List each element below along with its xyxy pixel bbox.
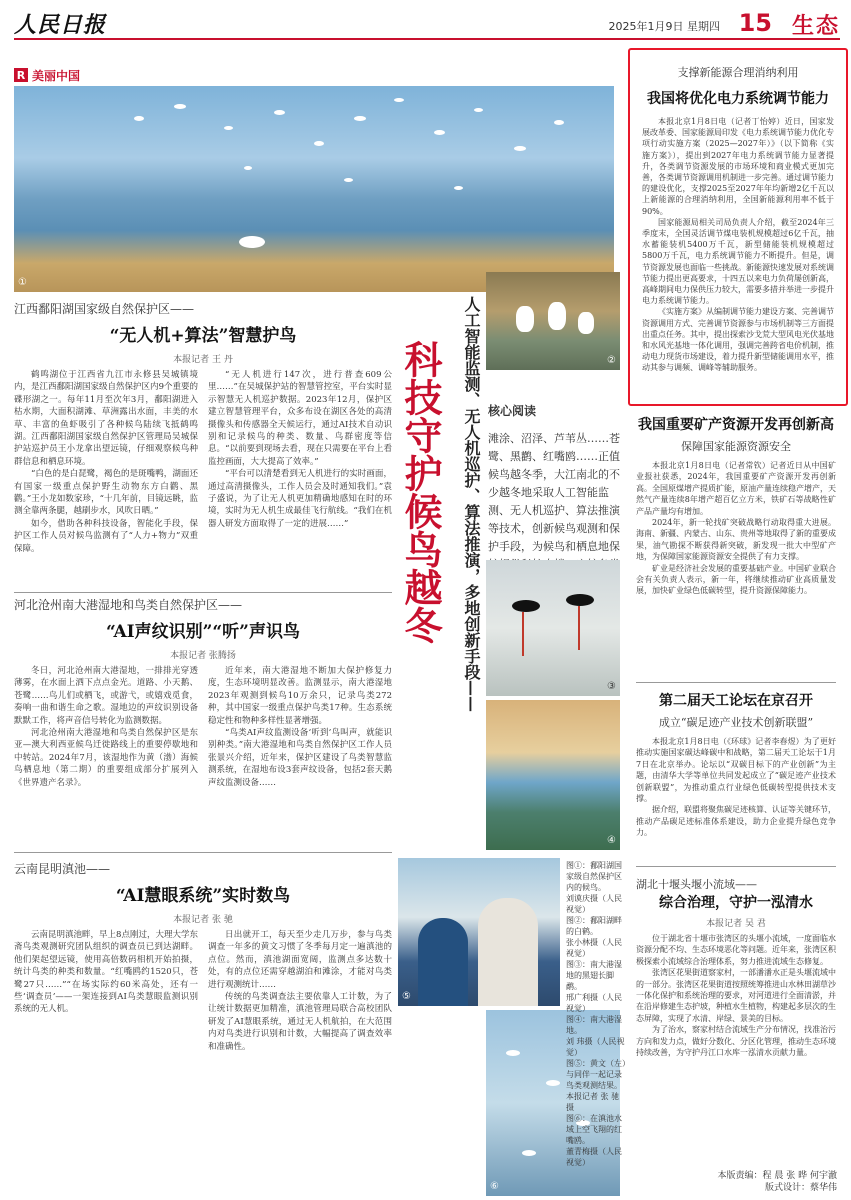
- article-toutang: [636, 872, 836, 1162]
- article-body: [14, 369, 392, 589]
- caption-line: 图⑥：在滇池水域上空飞翔的红嘴鸥。: [566, 1114, 622, 1145]
- article-title: “AI声纹识别”“听”声识鸟: [106, 622, 300, 642]
- article-byline: 本报记者 王 丹: [173, 355, 233, 365]
- photo-number: ③: [607, 681, 616, 692]
- photo-white-cranes: [486, 272, 620, 370]
- article-nandagang: [14, 596, 392, 846]
- article-paragraph: 为了治水，察家村结合流域生产分布情况，找准治污方向和发力点，做好分数化、分区化管理，推动生态环境持续改善，为守护丹江口水库一泓清水贡献力量。: [636, 1025, 836, 1058]
- article-paragraph: 如今，借助各种科技设备，智能化手段，保护区工作人员对候鸟监测有了“人力+物力”双重保障。: [14, 518, 198, 554]
- caption-line: 图③：南大港湿地的黑翅长脚鹬。: [566, 960, 622, 991]
- photo-number: ④: [607, 835, 616, 846]
- column-tag: [14, 66, 80, 84]
- masthead: [14, 6, 840, 40]
- article-title: “无人机+算法”智慧护鸟: [109, 326, 297, 346]
- editor-line: 本版责编：程 晨 张 晔 何宇澈: [717, 1171, 837, 1181]
- article-paragraph: 河北沧州南大港湿地和鸟类自然保护区是东亚—澳大利西亚候鸟迁徙路线上的重要停歇地和中转站。2024年7月，该湿地作为黄（渤）海候鸟栖息地（第二期）的重要组成部分扩展列入《世界遗产名录》。: [14, 728, 198, 788]
- article-paragraph: 冬日，河北沧州南大港湿地，一排排光穿透薄雾，在水面上洒下点点金光。道路、小天鹅、苍鹭……鸟儿们或栖飞，或游弋，或嬉戏觅食，奏响一曲和谐生命之歌。湿地边的声纹识别设备默默工作，将声音信号转化为监测数据。: [14, 666, 198, 726]
- article-paragraph: 张湾区花果街道察家村，一部潘潘水正是头堰流域中的一部分。张湾区花果街道按照统筹推进山水林田湖草沙一体化保护和系统治理的要求，对河道进行全面清淤，并在沿岸修建生态护坡，种植水生植物，构建起多层次的生态屏障，实现了水清、岸绿、景美的目标。: [636, 968, 836, 1023]
- article-kicker: 云南昆明滇池——: [14, 862, 111, 876]
- article-kicker: 保障国家能源资源安全: [681, 440, 791, 453]
- article-paragraph: 云南昆明滇池畔，早上8点刚过，大理大学东斋鸟类观测研究团队组织的调查员已到达湖畔。他们架起望远镜，使用高倍数码相机开始拍摄，统计鸟类的种类和数量。“红嘴鸥约1520只，苍鹭27只……”“在场实际约60米高处，还有一些‘调查员’——一架连接到AI鸟类慧眼监测识别系统的无人机。: [14, 930, 198, 1015]
- divider: [14, 592, 392, 593]
- article-mineral: [636, 414, 836, 674]
- divider: [636, 682, 836, 683]
- article-paragraph: “无人机进行147次，进行普查609公里……”在吴城保护站的智慧管控室，平台实时显示智慧无人机巡护数据。2023年12月，保护区建立智慧管理平台，众多布设在湖区各处的高清摄像头和传感器全天候运行，通过AI技术自动识别和记录候鸟的种类、数量、鸟群密度等信息。“以前要到现场去看，现在只需要在平台上看监控画面，大大提高了效率。”: [208, 370, 392, 467]
- article-paragraph: 本报北京1月8日电（《环球》记者李春煜）为了更好推动实施国家碳达峰碳中和战略，第二届天工论坛于1月7日在北京举办。论坛以“双碳目标下的产业创新”为主题，由清华大学等单位共同发起成立了“碳足迹产业技术创新联盟”，为推动重点行业绿色低碳转型提供技术支撑。: [636, 737, 836, 804]
- editor-credits: [718, 1170, 837, 1194]
- article-paragraph: 据介绍，联盟将聚焦碳足迹核算、认证等关键环节，推动产品碳足迹标准体系建设，助力企业提升绿色竞争力。: [636, 805, 836, 838]
- article-body: [636, 736, 836, 866]
- article-paragraph: 矿业是经济社会发展的重要基础产业。中国矿业联合会有关负责人表示，新一年，将继续推动矿业高质量发展，加快矿业绿色低碳转型，提升资源保障能力。: [636, 563, 836, 596]
- caption-line: 刘谟庆摄（人民视觉）: [566, 894, 622, 914]
- article-body: [14, 929, 392, 1199]
- feature-subhead: 人工智能监测、无人机巡护、算法推演，多地创新手段——: [462, 296, 481, 712]
- article-paragraph: “白色的是白琵鹭，褐色的是斑嘴鸭，湖面还有国家一级重点保护野生动物东方白鹳、黑鹳。”王小龙如数家珍，“十几年前，目镜远眺，监测全靠两条腿，越刷步水，风吹日晒。”: [14, 469, 198, 517]
- caption-line: 刘 玮摄（人民视觉）: [566, 1037, 625, 1057]
- feature-headline: 科技守护候鸟越冬: [398, 340, 443, 644]
- core-reading-text: 滩涂、沼泽、芦苇丛……苍鹭、黑鹳、红嘴鸥……正值候鸟越冬季，大江南北的不少越冬地采取人工智能监测、无人机巡护、算法推演等技术，创新候鸟观测和保护手段，为候鸟和栖息地保: [488, 432, 620, 553]
- caption-line: 图④：南大港湿地。: [566, 1015, 622, 1035]
- photo-number: ①: [18, 277, 27, 288]
- article-body: [14, 665, 392, 850]
- column-tag-icon: R: [14, 68, 28, 82]
- caption-line: 图①：鄱阳湖国家级自然保护区内的候鸟。: [566, 861, 622, 892]
- page-number: 15: [738, 9, 772, 37]
- photo-number: ⑥: [490, 1181, 499, 1192]
- article-title: 我国重要矿产资源开发再创新高: [638, 417, 834, 433]
- article-kicker: 支撑新能源合理消纳利用: [677, 66, 799, 79]
- article-forum: [636, 690, 836, 860]
- article-paragraph: 近年来，南大港湿地不断加大保护修复力度，生态环境明显改善。监测显示，南大港湿地2023年观测到候鸟10万余只，记录鸟类272种，其中国家一级重点保护鸟类17种。生态系统稳定性和物种多样性显著增强。: [208, 666, 392, 726]
- article-paragraph: “平台可以清楚看到无人机进行的实时画面，通过高清摄像头，工作人员会及时通知我们。”袁子盛说，为了让无人机更加精确地感知在时的环境，实时为无人机生成最佳飞行航线。“我们在机器人研发方面取得了一定的进展……”: [208, 469, 392, 529]
- article-paragraph: 位于湖北省十堰市张湾区的头堰小流域，一度面临水资源分配不均、生态环境恶化等问题。近年来，张湾区积极探索小流域综合治理体系，努力推进流域生态修复。: [636, 934, 836, 966]
- photo-number: ②: [607, 355, 616, 366]
- section-title: 生态: [791, 13, 840, 39]
- designer-line: 版式设计：蔡华伟: [764, 1183, 837, 1193]
- article-byline: 本报记者 张 驰: [173, 915, 233, 925]
- article-paragraph: 国家能源局相关司局负责人介绍，截至2024年三季度末，全国灵活调节煤电装机规模超过6亿千瓦，抽水蓄能装机5400万千瓦，新型储能装机规模超过5800万千瓦，电力系统调节能力不断提升。但是，调节资源发展也面临一些挑战。新能源快速发展对系统调节能力提出更高要求，十四五以来电力负荷屡创新高，高峰期间电力保供压力较大，需要多措并举进一步提升电力系统调节能力。: [642, 217, 834, 306]
- photo-number: ⑤: [402, 991, 411, 1002]
- article-title: 第二届天工论坛在京召开: [659, 693, 813, 709]
- caption-line: 张小林摄（人民视觉）: [566, 938, 622, 958]
- divider: [636, 866, 836, 867]
- article-kicker: 湖北十堰头堰小流域——: [636, 878, 757, 891]
- article-dianchi: [14, 860, 392, 1194]
- article-body: [642, 116, 834, 386]
- photo-wetland-aerial: [486, 700, 620, 850]
- article-paragraph: 日出就开工，每天至少走几万步，参与鸟类调查一年多的黄文习惯了冬季每月定一遍滇池的点位。然而，滇池湖面宽阔，监测点多达数十处，有的点位还需穿越湖泊和滩涂，才能对鸟类进行观测统计……: [208, 930, 392, 990]
- photo-wetland-birds: [14, 86, 614, 292]
- article-title: 我国将优化电力系统调节能力: [647, 91, 829, 107]
- article-body: [636, 933, 836, 1163]
- highlighted-article: [628, 48, 848, 406]
- article-kicker: 河北沧州南大港湿地和鸟类自然保护区——: [14, 598, 243, 612]
- article-title: 综合治理，守护一泓清水: [659, 895, 813, 911]
- core-reading-label: 核心阅读: [488, 404, 537, 418]
- photo-observers: [398, 858, 560, 1006]
- article-byline: 本报记者 吴 君: [706, 919, 766, 929]
- article-poyang: [14, 300, 392, 590]
- article-paragraph: “鸟类AI声纹监测设备‘听到’鸟叫声，就能识别种类。”南大港湿地和鸟类自然保护区工作人员张景兴介绍，近年来，保护区建设了鸟类智慧监测系统，在湿地布设3套声纹设备，包括2套天鹅声纹监测设备……: [208, 728, 392, 788]
- caption-line: 邢广利摄（人民视觉）: [566, 993, 622, 1013]
- newspaper-logo: 人民日报: [14, 12, 107, 38]
- article-title: “AI慧眼系统”实时数鸟: [115, 886, 291, 906]
- article-paragraph: 传统的鸟类调查法主要依靠人工计数，为了让统计数据更加精准，滇池管理局联合高校团队研发了AI慧眼系统，通过无人机航拍，在大范围内对鸟类进行识别和计数，大幅提高了调查效率和准确性。: [208, 992, 392, 1052]
- photo-stilts: [486, 560, 620, 696]
- caption-line: 图⑤：黄文（左）与同伴一起记录鸟类观测结果。: [566, 1059, 626, 1090]
- caption-line: 图②：鄱阳湖畔的白鹤。: [566, 916, 622, 936]
- column-tag-title: 美丽中国: [32, 68, 81, 83]
- article-kicker: 成立“碳足迹产业技术创新联盟”: [658, 716, 814, 729]
- divider: [14, 852, 392, 853]
- article-paragraph: 本报北京1月8日电（记者常钦）记者近日从中国矿业报社获悉，2024年，我国重要矿产资源开发再创新高。全国原煤增产提质扩能，原油产量连续稳产增产，天然气产量连续8年增产超百亿立方米，铁矿石等战略性矿产品产量均有增加。: [636, 461, 836, 516]
- issue-date: 2025年1月9日 星期四: [608, 20, 720, 33]
- article-paragraph: 鹤鸣湖位于江西省九江市永修县吴城镇境内，是江西鄱阳湖国家级自然保护区内9个重要的碟形湖之一。每年11月至次年3月，鄱阳湖进入枯水期，大面积湖滩、草洲露出水面，丰美的水草、丰富的鱼虾吸引了各种候鸟陆续飞抵鹤鸣湖。江西鄱阳湖国家级自然保护区管理局吴城保护站巡护员王小龙拿出望远镜，仔细观察候鸟种群信息和栖息环境。: [14, 370, 198, 467]
- article-paragraph: 本报北京1月8日电（记者丁怡婷）近日，国家发展改革委、国家能源局印发《电力系统调节能力优化专项行动实施方案（2025—2027年）》（以下简称《实施方案》），提出到2027年电力系统调节能力显著提升，各类调节资源发展的市场环境和商业模式更加完善，各类调节资源调用机制进一步完善。通过调节能力的建设优化，支撑2025至2027年年均新增2亿千瓦以上新能源的合理消纳利用，全国新能源利用率不低于90%。: [642, 117, 834, 216]
- caption-line: 董青梅摄（人民视觉）: [566, 1147, 622, 1167]
- article-byline: 本报记者 张腾扬: [170, 651, 236, 661]
- photo-captions: [566, 860, 626, 1168]
- caption-line: 本报记者 张 驰摄: [566, 1092, 620, 1112]
- article-kicker: 江西鄱阳湖国家级自然保护区——: [14, 302, 195, 316]
- article-body: [636, 460, 836, 680]
- article-paragraph: 2024年，新一轮找矿突破战略行动取得重大进展。海南、新疆、内蒙古、山东、贵州等地取得了新的重要成果，油气勘探不断获得新突破，新发现一批大中型矿产地，为保障国家能源资源安全提供了有力支撑。: [636, 518, 836, 562]
- article-paragraph: 《实施方案》从编制调节能力建设方案、完善调节资源调用方式、完善调节资源参与市场机制等三方面提出重点任务。其中，提出探索沙戈荒大型风电光伏基地和水风光基地一体化调用，强调完善跨省电价机制，推动电力现货市场建设，着力提升新型储能调用水平，推动其参与调频、调峰等辅助服务。: [642, 307, 834, 373]
